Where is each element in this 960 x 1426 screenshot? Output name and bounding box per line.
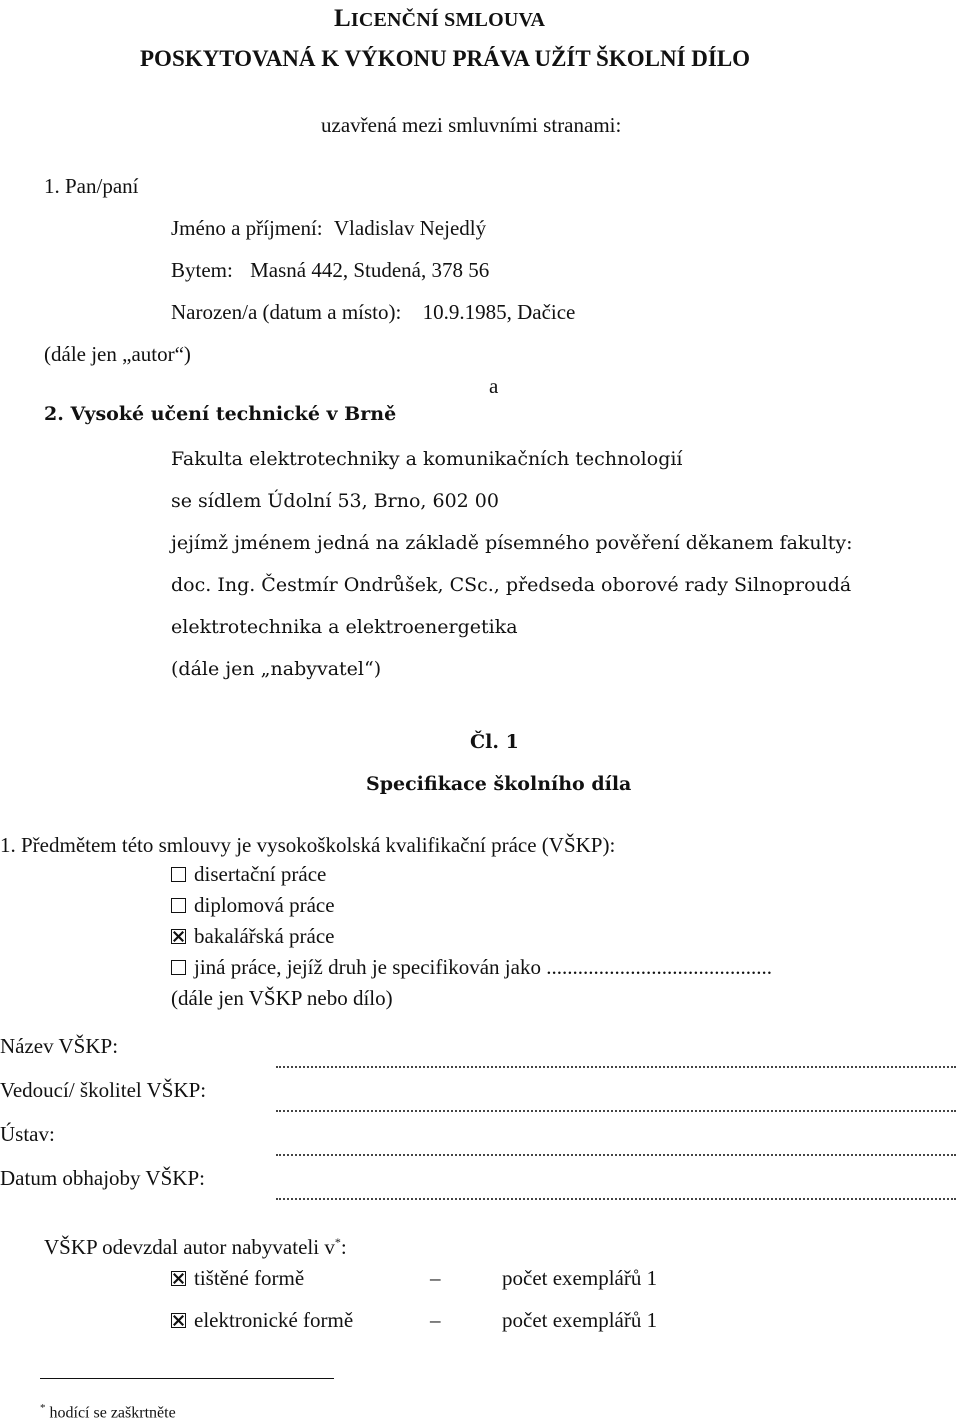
party2-authority: jejímž jménem jedná na základě písemného pověření děkanem fakulty:: [171, 532, 853, 554]
delivery-dash: –: [430, 1308, 441, 1332]
birth-value: 10.9.1985, Dačice: [422, 300, 576, 324]
party1-heading: 1. Pan/paní: [44, 174, 139, 198]
and-word: a: [489, 374, 499, 398]
delivery-label: elektronické formě: [194, 1308, 354, 1332]
title-rest: ICENČNÍ SMLOUVA: [350, 9, 546, 31]
delivery-dash: –: [430, 1266, 441, 1290]
checked-checkbox-icon[interactable]: [171, 1271, 186, 1286]
option-bachelor[interactable]: [171, 924, 335, 949]
article-title: Specifikace školního díla: [366, 773, 632, 795]
checkbox-icon[interactable]: [171, 867, 186, 882]
name-value: Vladislav Nejedlý: [333, 216, 487, 240]
party2-heading: 2. Vysoké učení technické v Brně: [44, 403, 397, 425]
footnote-marker: *: [334, 1235, 341, 1249]
subject-alias: (dále jen VŠKP nebo dílo): [171, 986, 393, 1010]
delivery-colon: :: [340, 1235, 347, 1259]
delivery-electronic[interactable]: [171, 1308, 353, 1333]
party1-address-row: [171, 258, 489, 283]
party2-seat: se sídlem Údolní 53, Brno, 602 00: [171, 490, 499, 512]
option-diploma[interactable]: [171, 893, 335, 918]
article-number: Čl. 1: [470, 731, 519, 753]
field-label-institute: Ústav:: [0, 1122, 55, 1146]
delivery-printed[interactable]: [171, 1266, 304, 1291]
party2-representative-line2: elektrotechnika a elektroenergetika: [171, 616, 518, 638]
field-input-supervisor[interactable]: [276, 1110, 956, 1112]
title-line-2: POSKYTOVANÁ K VÝKONU PRÁVA UŽÍT ŠKOLNÍ DÍLO: [140, 46, 751, 71]
checkbox-icon[interactable]: [171, 960, 186, 975]
checked-checkbox-icon[interactable]: [171, 1313, 186, 1328]
field-input-title[interactable]: [276, 1066, 956, 1068]
delivery-count: počet exemplářů 1: [502, 1308, 658, 1332]
field-input-defense-date[interactable]: [276, 1198, 956, 1200]
title-initial: L: [334, 5, 351, 32]
option-other[interactable]: [171, 955, 772, 980]
delivery-intro: [44, 1235, 347, 1260]
party1-alias: (dále jen „autor“): [44, 342, 191, 366]
option-label: jiná práce, jejíž druh je specifikován jako ...........................................: [194, 955, 772, 979]
address-value: Masná 442, Studená, 378 56: [250, 258, 490, 282]
party1-name-row: [171, 216, 486, 241]
intro-text: uzavřená mezi smluvními stranami:: [321, 113, 622, 137]
footnote-marker: *: [40, 1402, 46, 1414]
footnote: [40, 1402, 176, 1423]
footnote-divider: [40, 1378, 334, 1379]
option-disertation[interactable]: [171, 862, 326, 887]
delivery-label: tištěné formě: [194, 1266, 305, 1290]
party2-faculty: Fakulta elektrotechniky a komunikačních technologií: [171, 448, 683, 470]
birth-label: Narozen/a (datum a místo):: [171, 300, 402, 324]
field-label-title: Název VŠKP:: [0, 1034, 119, 1058]
party2-representative-line1: doc. Ing. Čestmír Ondrůšek, CSc., předseda oborové rady Silnoproudá: [171, 574, 852, 596]
party2-alias: (dále jen „nabyvatel“): [171, 658, 382, 680]
option-label: disertační práce: [194, 862, 327, 886]
subject-intro: 1. Předmětem této smlouvy je vysokoškolská kvalifikační práce (VŠKP):: [0, 833, 616, 857]
delivery-intro-text: VŠKP odevzdal autor nabyvateli v: [44, 1235, 335, 1259]
delivery-count: počet exemplářů 1: [502, 1266, 658, 1290]
option-label: diplomová práce: [194, 893, 335, 917]
option-label: bakalářská práce: [194, 924, 335, 948]
checked-checkbox-icon[interactable]: [171, 929, 186, 944]
field-input-institute[interactable]: [276, 1154, 956, 1156]
field-label-defense-date: Datum obhajoby VŠKP:: [0, 1166, 205, 1190]
party1-birth-row: [171, 300, 575, 325]
address-label: Bytem:: [171, 258, 233, 282]
field-label-supervisor: Vedoucí/ školitel VŠKP:: [0, 1078, 207, 1102]
checkbox-icon[interactable]: [171, 898, 186, 913]
name-label: Jméno a příjmení:: [171, 216, 323, 240]
footnote-text: hodící se zaškrtněte: [49, 1404, 176, 1422]
title-line-1: [334, 4, 545, 34]
